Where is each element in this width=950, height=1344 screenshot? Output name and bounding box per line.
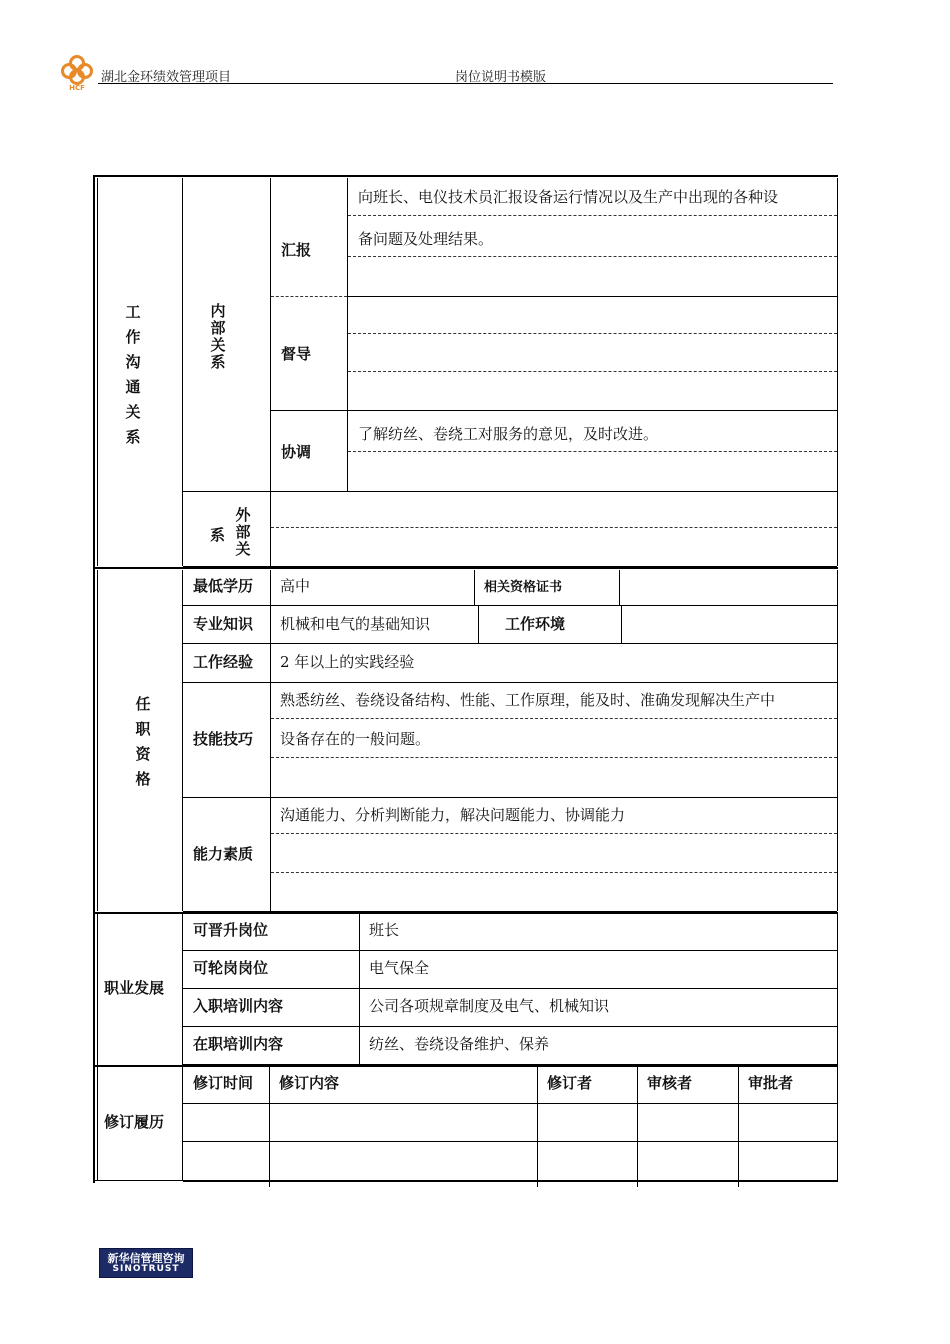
qualifications-label: 任职资格 — [135, 695, 151, 788]
sinotrust-logo-en: SINOTRUST — [112, 1264, 180, 1274]
skills-line-1: 熟悉纺丝、卷绕设备结构、性能、工作原理，能及时、准确发现解决生产中 — [280, 691, 776, 709]
sinotrust-logo — [99, 1248, 193, 1278]
min-education-value: 高中 — [280, 577, 311, 595]
report-label: 汇报 — [281, 241, 312, 259]
supervise-label: 督导 — [281, 345, 312, 363]
header-center-title: 岗位说明书模版 — [455, 70, 547, 85]
career-row-label: 在职培训内容 — [193, 1035, 284, 1053]
career-row-label: 入职培训内容 — [193, 997, 284, 1015]
career-row-value: 班长 — [369, 921, 400, 939]
abilities-label: 能力素质 — [193, 845, 254, 863]
experience-value: 2 年以上的实践经验 — [280, 653, 415, 671]
revision-header-approver: 审批者 — [748, 1074, 794, 1092]
header-left-title: 湖北金环绩效管理项目 — [101, 70, 232, 85]
skills-label: 技能技巧 — [193, 730, 254, 748]
min-education-label: 最低学历 — [193, 577, 254, 595]
career-row-value: 电气保全 — [369, 959, 430, 977]
coordinate-label: 协调 — [281, 443, 312, 461]
internal-relations-label: 内部关系 — [210, 302, 226, 371]
knowledge-value: 机械和电气的基础知识 — [280, 615, 431, 633]
external-relations-label-tail: 系 — [210, 526, 226, 544]
experience-label: 工作经验 — [193, 653, 254, 671]
career-label: 职业发展 — [104, 979, 165, 997]
sinotrust-logo-cn: 新华信管理咨询 — [107, 1252, 185, 1265]
knowledge-label: 专业知识 — [193, 615, 254, 633]
career-row-value: 纺丝、卷绕设备维护、保养 — [369, 1035, 550, 1053]
logo-text: HCF — [69, 84, 85, 91]
skills-line-2: 设备存在的一般问题。 — [280, 730, 431, 748]
revision-header-reviser: 修订者 — [547, 1074, 593, 1092]
certificate-label: 相关资格证书 — [484, 580, 563, 595]
work-communication-label: 工作沟通关系 — [125, 303, 141, 446]
career-row-label: 可晋升岗位 — [193, 921, 269, 939]
environment-label: 工作环境 — [505, 615, 566, 633]
revision-header-content: 修订内容 — [279, 1074, 340, 1092]
report-line-2: 备问题及处理结果。 — [358, 230, 494, 248]
career-row-label: 可轮岗岗位 — [193, 959, 269, 977]
revision-header-date: 修订时间 — [193, 1074, 254, 1092]
header-divider — [98, 83, 833, 84]
hcf-logo-icon — [58, 55, 96, 91]
revision-header-reviewer: 审核者 — [647, 1074, 693, 1092]
coordinate-line-1: 了解纺丝、卷绕工对服务的意见，及时改进。 — [358, 425, 659, 443]
report-line-1: 向班长、电仪技术员汇报设备运行情况以及生产中出现的各种设 — [358, 188, 779, 206]
external-relations-label: 外部关 — [235, 506, 251, 558]
revision-label: 修订履历 — [104, 1113, 165, 1131]
career-row-value: 公司各项规章制度及电气、机械知识 — [369, 997, 610, 1015]
abilities-line-1: 沟通能力、分析判断能力，解决问题能力、协调能力 — [280, 806, 626, 824]
